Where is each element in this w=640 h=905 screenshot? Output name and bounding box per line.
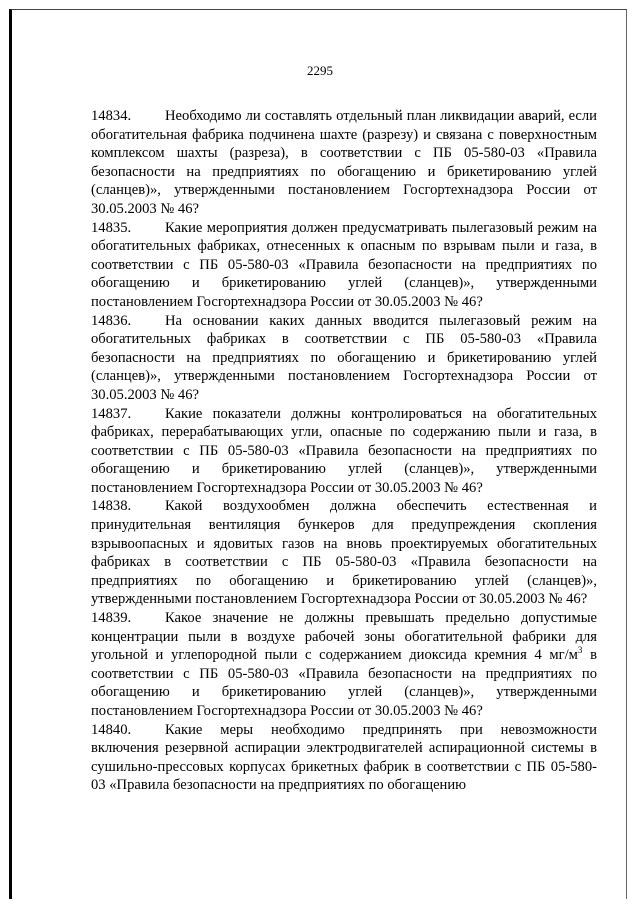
- question-text: Какое значение не должны превышать предельно допустимые концентрации пыли в воздухе рабочей зоны обогатительной фабрики для угольной и углепородной пыли с содержанием диоксида кремния 4 мг/м: [91, 610, 597, 664]
- question-14838: [91, 497, 597, 609]
- question-number: 14838.: [91, 498, 132, 515]
- question-number: 14839.: [91, 610, 132, 627]
- question-text: Какие показатели должны контролироваться на обогатительных фабриках, перерабатывающих угли, опасные по содержанию пыли и газа, в соответствии с ПБ 05-580-03 «Правила безопасности на предприятиях по обогащению и брикетированию углей (сланцев)», утвержденными постановлением Госгортехнадзора России от 30.05.2003 № 46?: [91, 405, 597, 496]
- question-text: Какие мероприятия должен предусматривать пылегазовый режим на обогатительных фабриках, отнесенных к опасным по взрывам пыли и газа, в соответствии с ПБ 05-580-03 «Правила безопасности на предприятиях по обогащению и брикетированию углей (сланцев)», утвержденными постановлением Госгортехнадзора России от 30.05.2003 № 46?: [91, 219, 597, 310]
- superscript-cubed: 3: [577, 645, 583, 656]
- question-text-continued: в соответствии с ПБ 05-580-03 «Правила безопасности на предприятиях по обогащению и брикетированию углей (сланцев)», утвержденными постановлением Госгортехнадзора России от 30.05.2003 № 46?: [91, 647, 597, 719]
- question-14834: [91, 107, 597, 219]
- question-14836: [91, 312, 597, 405]
- question-14840: [91, 721, 597, 795]
- page-number: 2295: [307, 63, 333, 78]
- question-text: Необходимо ли составлять отдельный план ликвидации аварий, если обогатительная фабрика подчинена шахте (разрезу) и связана с поверхностным комплексом шахты (разреза), в соответствии с ПБ 05-580-03 «Правила безопасности на предприятиях по обогащению и брикетированию углей (сланцев)», утвержденными постановлением Госгортехнадзора России от 30.05.2003 № 46?: [91, 108, 597, 217]
- question-14837: [91, 405, 597, 498]
- question-text: Какой воздухообмен должна обеспечить естественная и принудительная вентиляция бункеров для предупреждения скопления взрывоопасных и ядовитых газов на вновь проектируемых обогатительных фабриках в соответствии с ПБ 05-580-03 «Правила безопасности на предприятиях по обогащению и брикетированию углей (сланцев)», утвержденными постановлением Госгортехнадзора России от 30.05.2003 № 46?: [91, 498, 597, 608]
- question-14839: [91, 609, 597, 721]
- question-text: На основании каких данных вводится пылегазовый режим на обогатительных фабриках в соответствии с ПБ 05-580-03 «Правила безопасности на предприятиях по обогащению и брикетированию углей (сланцев)», утвержденными постановлением Госгортехнадзора России от 30.05.2003 № 46?: [91, 312, 597, 403]
- question-number: 14835.: [91, 219, 132, 236]
- question-number: 14836.: [91, 312, 132, 329]
- question-text: Какие меры необходимо предпринять при невозможности включения резервной аспирации электродвигателей аспирационной системы в сушильно-прессовых корпусах брикетных фабрик в соответствии с ПБ 05-580-03 «Правила безопасности на предприятиях по обогащению: [91, 721, 597, 794]
- question-list: [91, 107, 597, 795]
- question-number: 14834.: [91, 108, 132, 124]
- question-number: 14840.: [91, 721, 132, 738]
- question-14835: [91, 219, 597, 312]
- question-number: 14837.: [91, 405, 132, 422]
